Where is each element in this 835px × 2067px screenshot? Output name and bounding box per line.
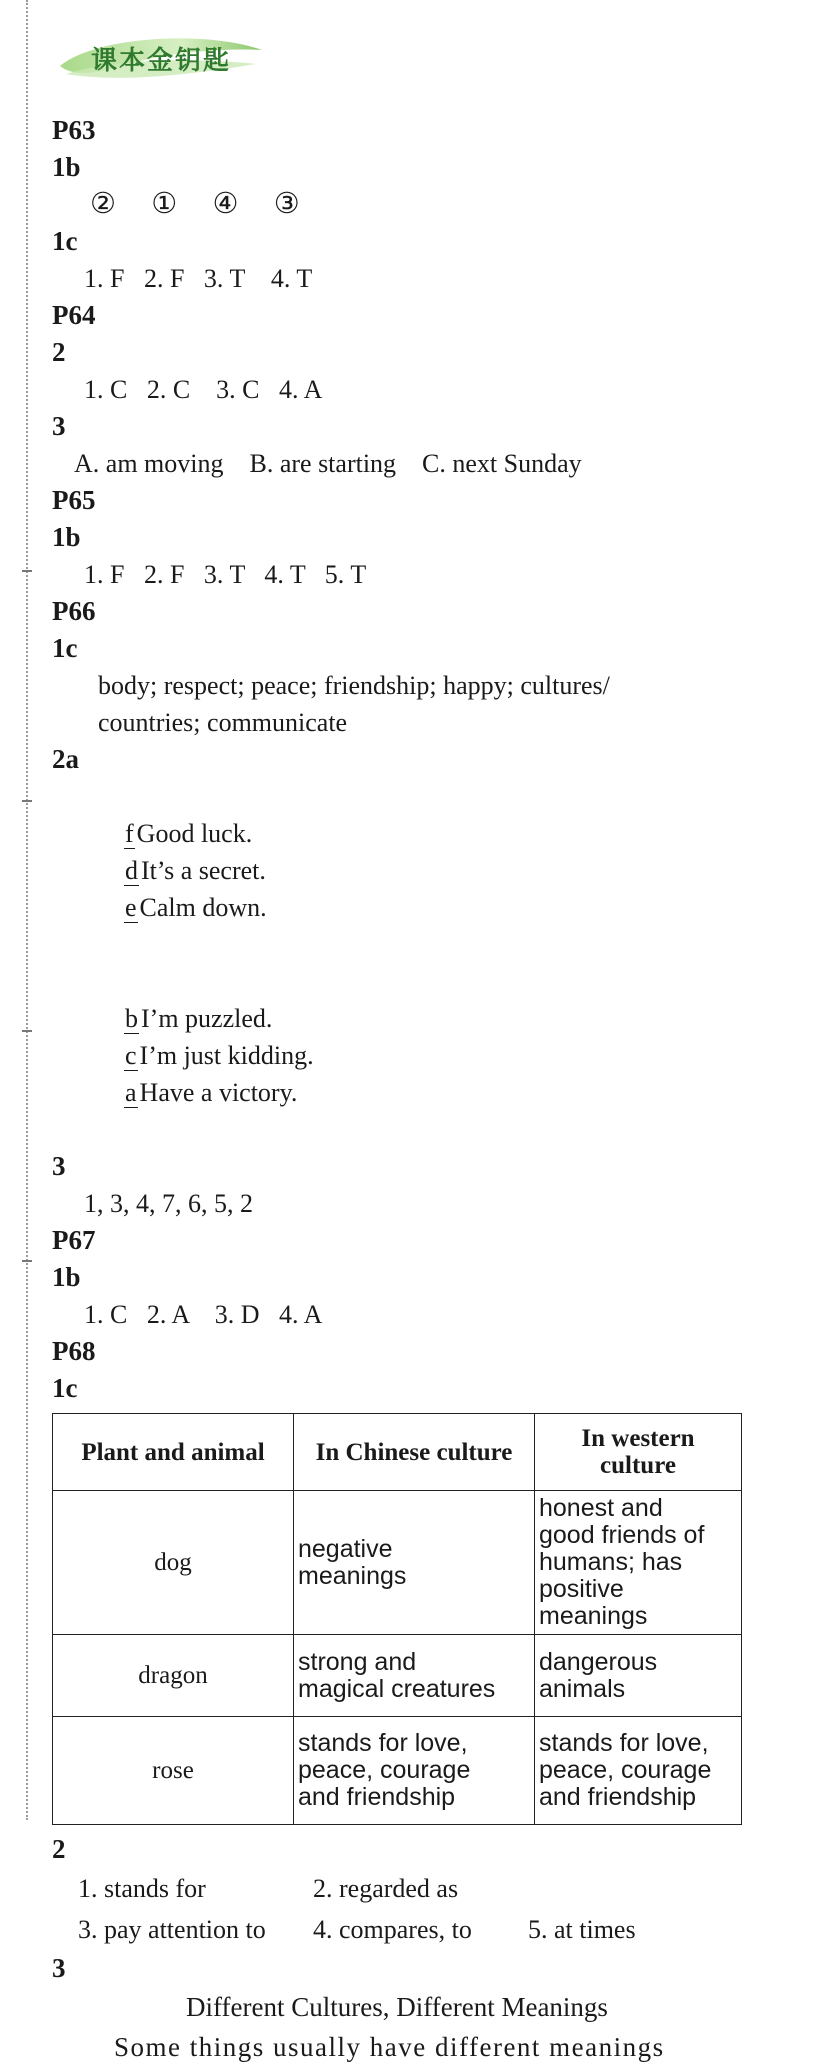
table-row [53,1717,742,1825]
answer-item: 2. regarded as [313,1874,459,1903]
answer-line: A. am moving B. are starting C. next Sunday [74,449,582,478]
answer-key [52,112,752,2067]
answer-item: 1. stands for [78,1874,206,1903]
exercise-label: 1c [52,1373,78,1403]
answer-item: 4. compares, to [313,1915,472,1944]
matching-row [52,963,752,1148]
match-letter: f [125,819,134,848]
answer-line: 1. F 2. F 3. T 4. T 5. T [84,560,367,589]
essay-line: Some things usually have different meanings [114,2032,665,2062]
table-cell: rose [53,1717,294,1825]
exercise-label: 3 [52,1953,66,1983]
match-letter: a [125,1078,137,1107]
answer-item: 5. at times [528,1915,636,1944]
answer-item: 3. pay attention to [78,1915,266,1944]
answer-line: ② ① ④ ③ [90,188,314,220]
table-cell: dragon [53,1635,294,1717]
exercise-label: 1c [52,633,78,663]
logo-text: 课本金钥匙 [90,45,231,76]
margin-tick [22,570,32,572]
page-heading-p67: P67 [52,1225,96,1255]
answer-line: 1. C 2. A 3. D 4. A [84,1300,323,1329]
page-heading-p64: P64 [52,300,96,330]
culture-table [52,1413,742,1825]
logo [56,28,266,88]
match-text: Good luck. [136,819,253,848]
answer-line: 1. C 2. C 3. C 4. A [84,375,323,404]
essay-title: Different Cultures, Different Meanings [186,1992,608,2022]
page-heading-p63: P63 [52,115,96,145]
table-cell: stands for love, peace, courage and friendship [535,1717,742,1825]
exercise-label: 1b [52,152,81,182]
match-text: It’s a secret. [141,856,266,885]
exercise-label: 2 [52,1834,66,1864]
margin-tick [22,1260,32,1262]
table-cell: dangerous animals [535,1635,742,1717]
margin-tick [22,1030,32,1032]
page-heading-p66: P66 [52,596,96,626]
match-letter: e [125,893,137,922]
exercise-label: 1b [52,1262,81,1292]
exercise-label: 1c [52,226,78,256]
margin-tick [22,800,32,802]
table-cell: honest and good friends of humans; has positive meanings [535,1491,742,1635]
exercise-label: 1b [52,522,81,552]
matching-row [52,778,752,963]
exercise-label: 3 [52,1151,66,1181]
table-header: In Chinese culture [294,1414,535,1491]
table-header: In western culture [535,1414,742,1491]
grid-spacer [528,1868,728,1909]
table-cell: negative meanings [294,1491,535,1635]
answer-line: 1. F 2. F 3. T 4. T [84,264,313,293]
match-text: I’m just kidding. [139,1041,314,1070]
answer-line: body; respect; peace; friendship; happy; cultures/ [98,671,610,700]
answer-grid [52,1868,752,1950]
table-row [53,1635,742,1717]
exercise-label: 3 [52,411,66,441]
exercise-label: 2a [52,744,79,774]
match-letter: c [125,1041,137,1070]
match-text: Have a victory. [139,1078,298,1107]
match-text: Calm down. [139,893,267,922]
table-header-row [53,1414,742,1491]
margin-dotted-line [26,0,28,1820]
page-heading-p68: P68 [52,1336,96,1366]
page-heading-p65: P65 [52,485,96,515]
table-cell: dog [53,1491,294,1635]
table-header: Plant and animal [53,1414,294,1491]
answer-line: 1, 3, 4, 7, 6, 5, 2 [84,1189,253,1218]
match-text: I’m puzzled. [141,1004,273,1033]
table-cell: stands for love, peace, courage and friendship [294,1717,535,1825]
match-letter: b [125,1004,138,1033]
match-letter: d [125,856,138,885]
exercise-label: 2 [52,337,66,367]
table-cell: strong and magical creatures [294,1635,535,1717]
answer-line: countries; communicate [98,708,348,737]
table-row [53,1491,742,1635]
